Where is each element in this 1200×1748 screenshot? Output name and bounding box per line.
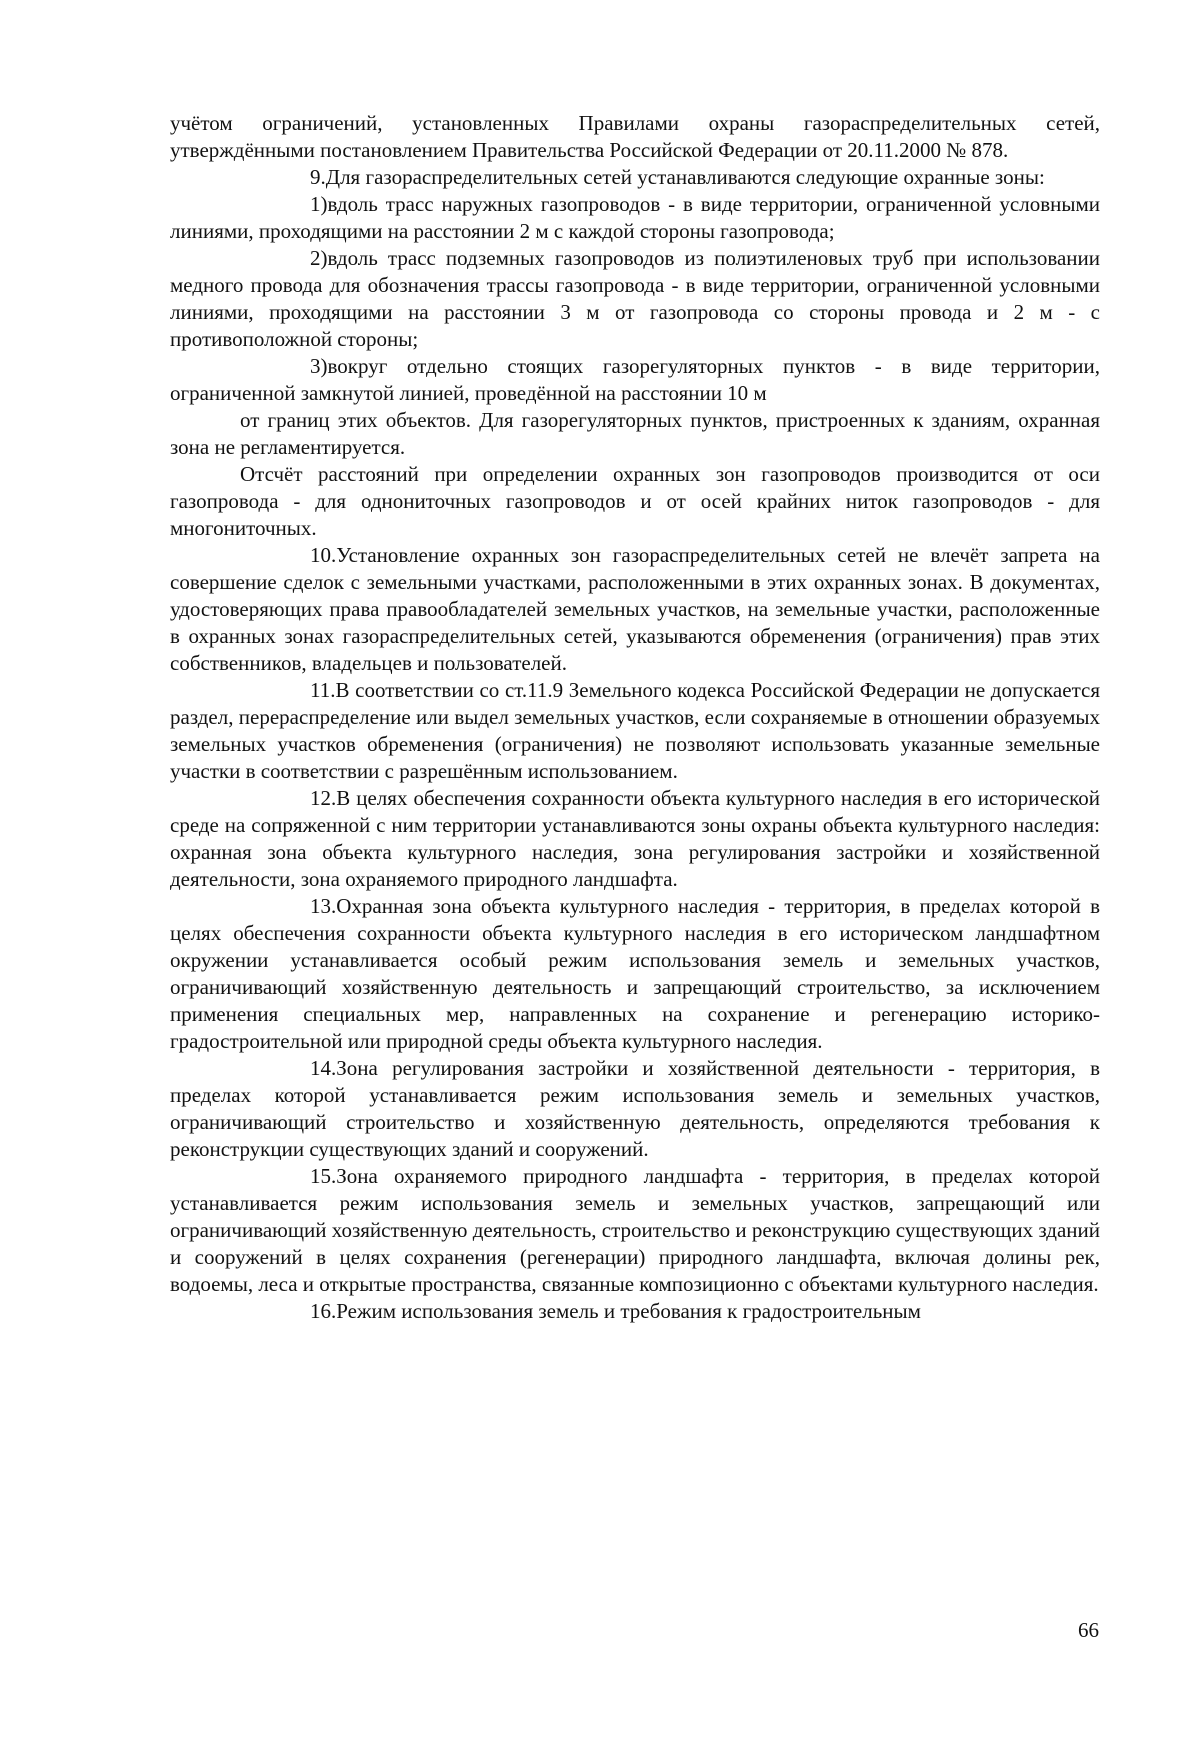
paragraph-text: вдоль трасс подземных газопроводов из полиэтиленовых труб при использовании медного провода для обозначения трассы газопровода - в виде территории, ограниченной условными линиями, проходящими на расстоянии 3 м от газопровода со стороны провода и 2 м - с противоположной стороны;	[170, 246, 1100, 351]
paragraph-text: В целях обеспечения сохранности объекта культурного наследия в его исторической среде на сопряженной с ним территории устанавливаются зоны охраны объекта культурного наследия: охранная зона объекта культурного наследия, зона регулирования застройки и хозяйственной деятельности, зона охраняемого природного ландшафта.	[170, 786, 1100, 891]
paragraph-text: Зона регулирования застройки и хозяйственной деятельности - территория, в пределах которой устанавливается режим использования земель и земельных участков, ограничивающий строительство и хозяйственную деятельность, определяются требования к реконструкции существующих зданий и сооружений.	[170, 1056, 1100, 1161]
paragraph-text: от границ этих объектов. Для газорегуляторных пунктов, пристроенных к зданиям, охранная зона не регламентируется.	[170, 408, 1100, 459]
paragraph-number: 1)	[310, 192, 328, 216]
paragraph-text: вдоль трасс наружных газопроводов - в виде территории, ограниченной условными линиями, проходящими на расстоянии 2 м с каждой стороны газопровода;	[170, 192, 1100, 243]
paragraph	[170, 461, 1100, 542]
paragraph-number: 15.	[310, 1164, 337, 1188]
paragraph	[170, 1163, 1100, 1298]
paragraph-text: Охранная зона объекта культурного наследия - территория, в пределах которой в целях обеспечения сохранности объекта культурного наследия в его историческом ландшафтном окружении устанавливается особый режим использования земель и земельных участков, ограничивающий хозяйственную деятельность и запрещающий строительство, за исключением применения специальных мер, направленных на сохранение и регенерацию историко-градостроительной или природной среды объекта культурного наследия.	[170, 894, 1100, 1053]
paragraph	[170, 893, 1100, 1055]
paragraph-number: 9.	[310, 165, 326, 189]
paragraph	[170, 407, 1100, 461]
paragraph-text: вокруг отдельно стоящих газорегуляторных пунктов - в виде территории, ограниченной замкнутой линией, проведённой на расстоянии 10 м	[170, 354, 1100, 405]
paragraph	[170, 164, 1100, 191]
paragraph	[170, 785, 1100, 893]
paragraph	[170, 1055, 1100, 1163]
paragraph	[170, 245, 1100, 353]
paragraph	[170, 677, 1100, 785]
paragraph	[170, 542, 1100, 677]
paragraph-number: 13.	[310, 894, 337, 918]
paragraph	[170, 110, 1100, 164]
paragraph-number: 14.	[310, 1056, 337, 1080]
document-body	[170, 110, 1100, 1325]
paragraph-number: 11.	[310, 678, 336, 702]
paragraph-text: Отсчёт расстояний при определении охранных зон газопроводов производится от оси газопровода - для однониточных газопроводов и от осей крайних ниток газопроводов - для многониточных.	[170, 462, 1100, 540]
paragraph-text: В соответствии со ст.11.9 Земельного кодекса Российской Федерации не допускается раздел, перераспределение или выдел земельных участков, если сохраняемые в отношении образуемых земельных участков обременения (ограничения) не позволяют использовать указанные земельные участки в соответствии с разрешённым использованием.	[170, 678, 1100, 783]
paragraph-text: Для газораспределительных сетей устанавливаются следующие охранные зоны:	[325, 165, 1045, 189]
page-number: 66	[1078, 1618, 1099, 1642]
paragraph-number: 10.	[310, 543, 337, 567]
paragraph-text: учётом ограничений, установленных Правилами охраны газораспределительных сетей, утверждёнными постановлением Правительства Российской Федерации от 20.11.2000 № 878.	[170, 111, 1100, 162]
paragraph	[170, 353, 1100, 407]
paragraph	[170, 191, 1100, 245]
paragraph-text: Зона охраняемого природного ландшафта - территория, в пределах которой устанавливается режим использования земель и земельных участков, запрещающий или ограничивающий хозяйственную деятельность, строительство и реконструкцию существующих зданий и сооружений в целях сохранения (регенерации) природного ландшафта, включая долины рек, водоемы, леса и открытые пространства, связанные композиционно с объектами культурного наследия.	[170, 1164, 1100, 1296]
paragraph	[170, 1298, 1100, 1325]
paragraph-number: 12.	[310, 786, 337, 810]
paragraph-number: 2)	[310, 246, 328, 270]
paragraph-number: 3)	[310, 354, 328, 378]
paragraph-number: 16.	[310, 1299, 337, 1323]
paragraph-text: Установление охранных зон газораспределительных сетей не влечёт запрета на совершение сделок с земельными участками, расположенными в этих охранных зонах. В документах, удостоверяющих права правообладателей земельных участков, на земельные участки, расположенные в охранных зонах газораспределительных сетей, указываются обременения (ограничения) прав этих собственников, владельцев и пользователей.	[170, 543, 1100, 675]
paragraph-text: Режим использования земель и требования к градостроительным	[336, 1299, 921, 1323]
